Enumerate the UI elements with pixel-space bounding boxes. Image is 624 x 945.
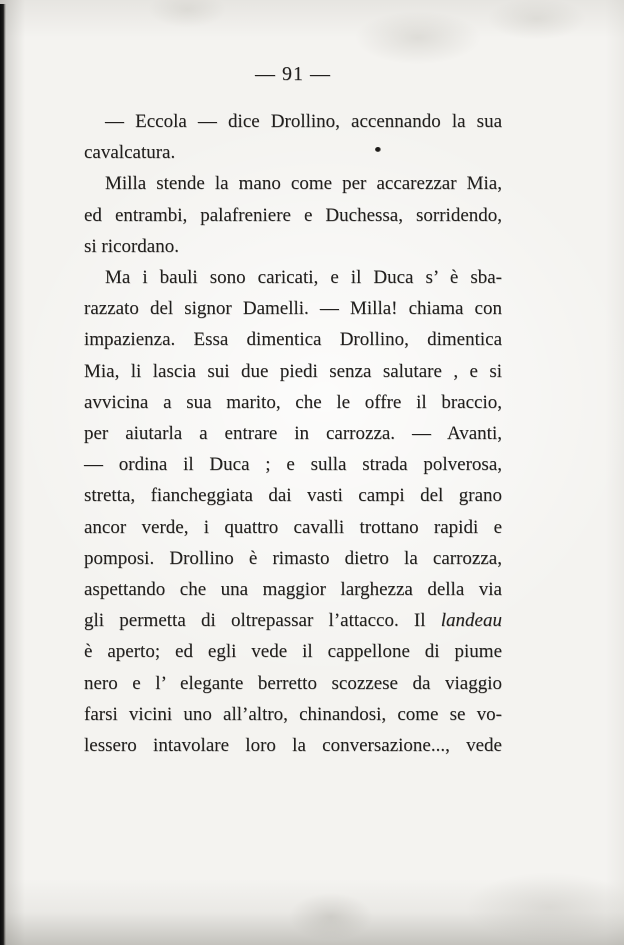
text-line — [84, 324, 502, 355]
text-line — [84, 231, 502, 262]
scan-left-edge-line — [0, 4, 6, 945]
text-segment: stretta, fiancheggiata dai vasti campi del grano — [84, 485, 502, 507]
text-line — [84, 574, 502, 605]
text-segment: farsi vicini uno all’altro, chinandosi, come se vo- — [84, 703, 502, 725]
text-segment: razzato del signor Damelli. — Milla! chiama con — [84, 298, 502, 320]
text-line — [84, 512, 502, 543]
text-segment: nero e l’ elegante berretto scozzese da viaggio — [84, 672, 502, 694]
text-line — [84, 387, 502, 418]
text-segment: gli permetta di oltrepassar l’attacco. Il — [84, 610, 441, 632]
text-segment: pomposi. Drollino è rimasto dietro la carrozza, — [84, 547, 502, 569]
ink-speck — [375, 147, 381, 152]
text-line — [84, 699, 502, 730]
page-number: — 91 — — [255, 63, 331, 85]
body-text — [84, 106, 502, 761]
text-segment: cavalcatura. — [84, 142, 176, 164]
text-line — [84, 730, 502, 761]
text-segment: — Eccola — dice Drollino, accennando la sua — [105, 111, 502, 132]
text-line — [84, 293, 502, 324]
text-segment: aspettando che una maggior larghezza della via — [84, 579, 502, 601]
text-segment: è aperto; ed egli vede il cappellone di piume — [84, 641, 502, 663]
text-line — [84, 605, 502, 636]
text-segment: Ma i bauli sono caricati, e il Duca s’ è sba- — [105, 267, 502, 289]
text-line — [84, 668, 502, 699]
text-line — [84, 106, 502, 137]
text-segment: impazienza. Essa dimentica Drollino, dimentica — [84, 329, 502, 351]
text-line — [84, 137, 502, 168]
text-line — [84, 480, 502, 511]
text-line — [84, 168, 502, 199]
text-segment: per aiutarla a entrare in carrozza. — Avanti, — [84, 423, 502, 445]
text-segment: Milla stende la mano come per accarezzar Mia, — [105, 173, 502, 195]
text-segment: avvicina a sua marito, che le offre il braccio, — [84, 391, 502, 413]
text-segment: lessero intavolare loro la conversazione..., vede — [84, 735, 502, 757]
text-segment: ed entrambi, palafreniere e Duchessa, sorridendo, — [84, 204, 502, 226]
text-line — [84, 449, 502, 480]
text-segment: Mia, li lascia sui due piedi senza salutare , e si — [84, 360, 502, 382]
text-line — [84, 200, 502, 231]
text-line — [84, 262, 502, 293]
italic-text: landeau — [440, 610, 502, 632]
text-segment: si ricordano. — [84, 235, 179, 257]
text-line — [84, 356, 502, 387]
text-line — [84, 418, 502, 449]
text-line — [84, 636, 502, 667]
text-segment: — ordina il Duca ; e sulla strada polverosa, — [84, 454, 502, 476]
text-line — [84, 543, 502, 574]
text-segment: ancor verde, i quattro cavalli trottano rapidi e — [84, 516, 502, 538]
